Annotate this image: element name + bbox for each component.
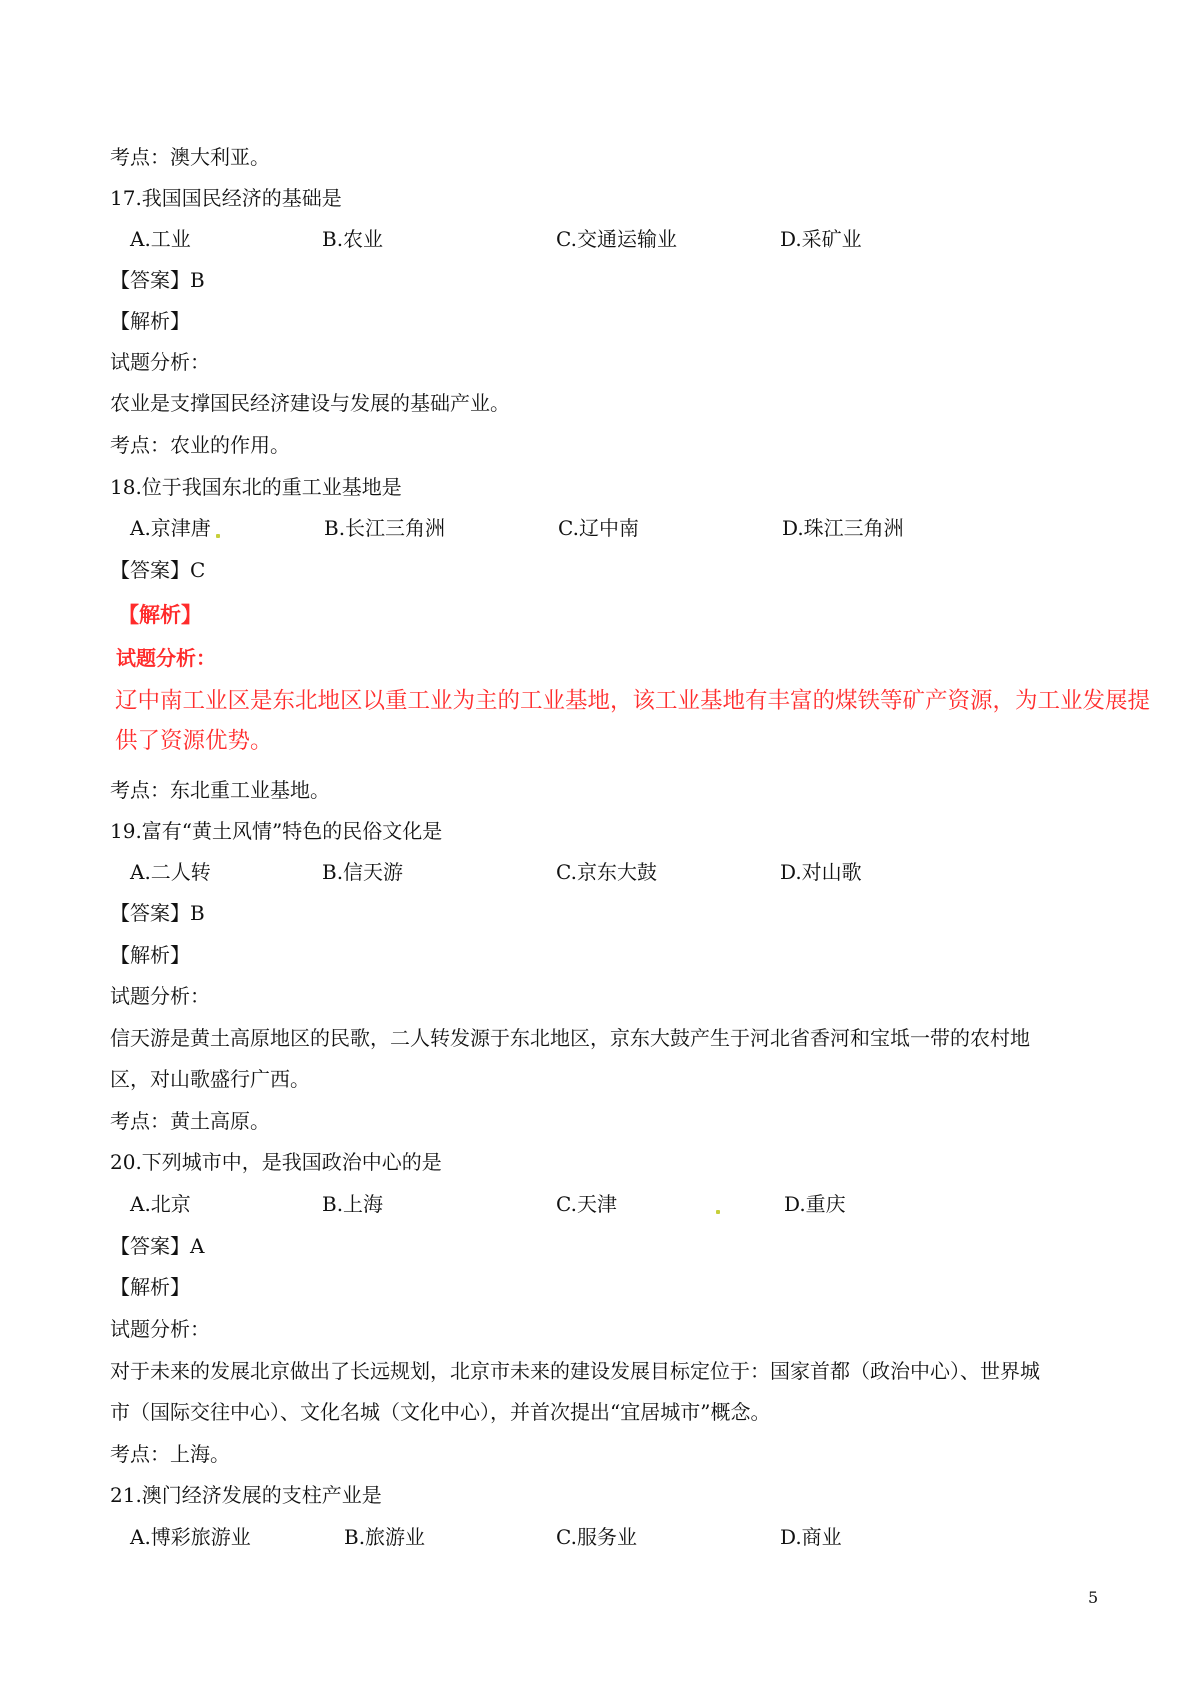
answer-line: 【答案】C [110,558,206,582]
analysis-text-continued: 市（国际交往中心）、文化名城（文化中心），并首次提出“宜居城市”概念。 [110,1400,771,1424]
question-18-option-a: A.京津唐 [130,516,211,540]
analysis-heading: 【解析】 [110,943,190,967]
question-21-option-c: C.服务业 [556,1525,637,1549]
question-20-option-c: C.天津 [556,1192,617,1216]
answer-line: 【答案】B [110,268,205,292]
question-21-option-a: A.博彩旅游业 [130,1525,251,1549]
question-20-stem: 20.下列城市中，是我国政治中心的是 [110,1150,442,1174]
question-20-option-b: B.上海 [322,1192,384,1216]
question-17-option-b: B.农业 [322,227,384,251]
analysis-label: 试题分析： [110,1317,210,1341]
stray-mark [716,1210,720,1214]
point-line: 考点：澳大利亚。 [110,145,270,169]
point-line: 考点：黄土高原。 [110,1109,270,1133]
question-19-option-c: C.京东大鼓 [556,860,657,884]
analysis-text: 对于未来的发展北京做出了长远规划，北京市未来的建设发展目标定位于：国家首都（政治中心）、世界城 [110,1359,1040,1383]
question-18-option-d: D.珠江三角洲 [782,516,904,540]
analysis-label-highlighted: 试题分析： [116,646,216,670]
question-19-stem: 19.富有“黄土风情”特色的民俗文化是 [110,819,443,843]
analysis-heading: 【解析】 [110,1275,190,1299]
analysis-text-highlighted-continued: 供了资源优势。 [115,728,273,754]
question-21-option-d: D.商业 [780,1525,842,1549]
question-18-stem: 18.位于我国东北的重工业基地是 [110,475,402,499]
analysis-heading: 【解析】 [110,309,190,333]
question-17-option-d: D.采矿业 [780,227,862,251]
stray-mark [216,534,220,538]
analysis-text: 信天游是黄土高原地区的民歌，二人转发源于东北地区，京东大鼓产生于河北省香河和宝坻一带的农村地 [110,1026,1030,1050]
analysis-label: 试题分析： [110,350,210,374]
question-19-option-a: A.二人转 [130,860,211,884]
analysis-label: 试题分析： [110,984,210,1008]
answer-line: 【答案】B [110,901,205,925]
question-21-option-b: B.旅游业 [344,1525,426,1549]
answer-line: 【答案】A [110,1234,205,1258]
page-number: 5 [1088,1588,1099,1607]
point-line: 考点：东北重工业基地。 [110,778,330,802]
question-18-option-c: C.辽中南 [558,516,639,540]
question-18-option-b: B.长江三角洲 [324,516,446,540]
analysis-text-continued: 区，对山歌盛行广西。 [110,1067,310,1091]
question-17-option-c: C.交通运输业 [556,227,677,251]
analysis-text-highlighted: 辽中南工业区是东北地区以重工业为主的工业基地，该工业基地有丰富的煤铁等矿产资源，为工业发展提 [115,688,1151,714]
point-line: 考点：农业的作用。 [110,433,290,457]
analysis-text: 农业是支撑国民经济建设与发展的基础产业。 [110,391,510,415]
question-21-stem: 21.澳门经济发展的支柱产业是 [110,1483,382,1507]
question-20-option-a: A.北京 [130,1192,191,1216]
analysis-heading-highlighted: 【解析】 [118,602,202,627]
question-20-option-d: D.重庆 [784,1192,846,1216]
point-line: 考点：上海。 [110,1442,230,1466]
question-17-stem: 17.我国国民经济的基础是 [110,186,342,210]
question-19-option-b: B.信天游 [322,860,404,884]
question-17-option-a: A.工业 [130,227,191,251]
question-19-option-d: D.对山歌 [780,860,862,884]
